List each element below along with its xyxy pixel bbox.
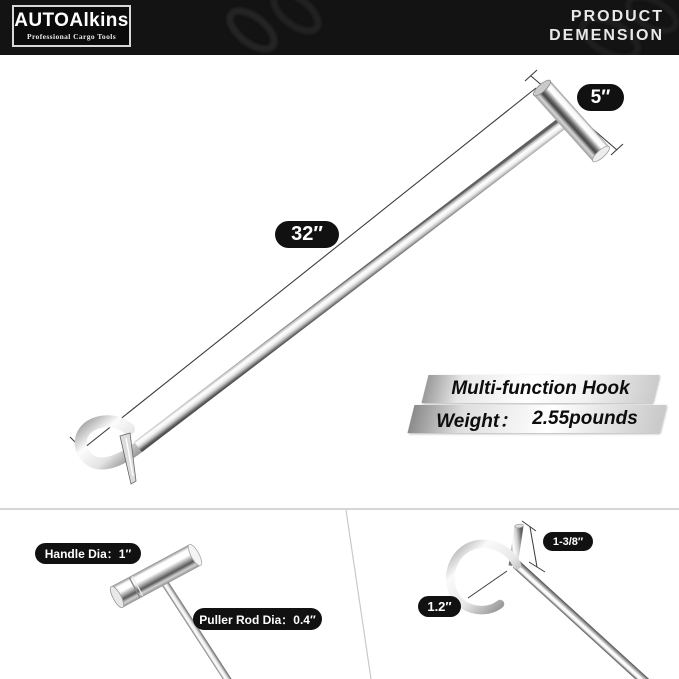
brand-tagline: Professional Cargo Tools bbox=[26, 32, 117, 41]
section-divider bbox=[0, 508, 679, 510]
curl-width-measure-line bbox=[468, 571, 507, 598]
product-name-text: Multi-function Hook bbox=[451, 378, 630, 399]
panel-divider-slanted bbox=[346, 510, 371, 679]
stub-measure-line bbox=[530, 527, 537, 567]
handle-diameter-badge: Handle Dia：1″ bbox=[35, 543, 141, 564]
weight-text bbox=[411, 405, 663, 433]
handle-length-badge: 5″ bbox=[577, 84, 624, 111]
hook-inner-width-badge: 1.2″ bbox=[418, 596, 461, 617]
hook-tip-length-badge: 1-3/8″ bbox=[543, 532, 593, 551]
weight-label: Weight： bbox=[436, 410, 519, 432]
page-title-line1: PRODUCT bbox=[570, 8, 664, 25]
detail-hook-tail bbox=[516, 564, 652, 679]
weight-value: 2.55pounds bbox=[532, 408, 638, 429]
rod-diameter-badge: Puller Rod Dia：0.4″ bbox=[193, 608, 322, 630]
weight-banner bbox=[408, 405, 667, 433]
brand-name: AUTOAlkins bbox=[14, 10, 129, 31]
detail-hook-curl bbox=[450, 544, 517, 610]
shaft-length-badge: 32″ bbox=[275, 221, 339, 248]
product-name-banner bbox=[422, 375, 660, 403]
page-title-line2: DEMENSION bbox=[549, 27, 664, 44]
